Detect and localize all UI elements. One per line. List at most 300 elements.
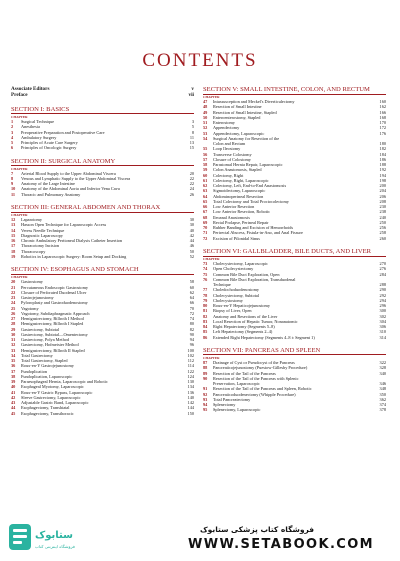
chapter-title: Enteroenterostomy, Stapled <box>213 114 261 120</box>
chapter-title: Appendectomy, Laparoscopic <box>213 130 265 136</box>
page-number: 162 <box>379 104 386 110</box>
chapter-number: 33 <box>11 347 16 353</box>
setabook-logo[interactable] <box>8 521 75 555</box>
chapter-number: 95 <box>203 407 208 413</box>
chapter-number: 29 <box>11 326 16 332</box>
chapter-number: 8 <box>11 175 14 181</box>
chapter-number: 43 <box>11 400 16 406</box>
chapter-title: Common Bile Duct Exploration, Open <box>213 271 280 277</box>
page-number: 198 <box>379 177 386 183</box>
page-number: 64 <box>189 295 194 301</box>
page-number: 288 <box>379 282 386 288</box>
page-number: 204 <box>379 188 386 194</box>
page-number: 5 <box>191 124 194 130</box>
toc-section <box>11 204 194 259</box>
chapter-number: 76 <box>203 276 208 282</box>
page-number: 194 <box>379 172 386 178</box>
toc-section <box>203 347 386 413</box>
chapter-title: Esophagectomy, Transthoracic <box>21 410 74 416</box>
page-number: 122 <box>187 368 194 374</box>
logo-text: ستابوک <box>35 530 73 541</box>
chapter-title: Resection of Small Intestine, Stapled <box>213 109 277 115</box>
chapter-number: 82 <box>203 313 208 319</box>
page-number: 176 <box>379 130 386 136</box>
chapter-title: Pyloroplasty and Gastroduodenostomy <box>21 300 88 306</box>
chapter-title: Roux-en-Y Hepaticojejunostomy <box>213 303 271 309</box>
page-number: 13 <box>189 140 194 145</box>
chapter-label: CHAPTER <box>11 166 28 171</box>
toc-section <box>11 106 194 151</box>
toc-entry[interactable] <box>203 236 386 241</box>
page-number: 24 <box>189 186 194 192</box>
chapter-title: Perirectal Abscess, Fistula-in-Ano, and Anal Fissure <box>213 230 303 236</box>
chapter-title: Total Gastrectomy <box>21 352 53 358</box>
page-number: 328 <box>379 365 386 371</box>
chapter-title: Chronic Ambulatory Peritoneal Dialysis Catheter Insertion <box>21 238 123 244</box>
chapter-title: Gastrectomy, Hofmeister Method <box>21 342 79 348</box>
toc-entry[interactable] <box>11 411 194 416</box>
chapter-title: Resection of Small Intestine <box>213 104 262 110</box>
chapter-number: 68 <box>203 214 208 220</box>
chapter-number: 87 <box>203 360 208 366</box>
toc-section <box>203 248 386 340</box>
chapter-title: Rubber Banding and Excision of Hemorrhoids <box>213 225 294 231</box>
page-number: 258 <box>379 230 386 236</box>
section-title: SECTION II: SURGICAL ANATOMY <box>11 158 194 167</box>
chapter-number: 7 <box>11 170 14 176</box>
chapter-number: 55 <box>203 146 208 152</box>
chapter-number: 34 <box>11 352 16 358</box>
chapter-number: 64 <box>203 193 208 199</box>
chapter-number: 53 <box>203 130 208 136</box>
page-number: 30 <box>189 217 194 223</box>
chapter-title: Resection of the Tail of the Pancreas with Splenic <box>213 375 299 381</box>
page-number: 206 <box>379 193 386 199</box>
page-number: 20 <box>189 170 194 176</box>
page-number: 144 <box>187 405 194 411</box>
chapter-number: 21 <box>11 284 16 290</box>
page-number: 44 <box>189 238 194 244</box>
chapter-title: Anatomy and Resections of the Liver <box>213 313 278 319</box>
chapter-title: Pancreaticojejunostomy (Puestow-Gillesby Procedure) <box>213 365 308 371</box>
chapter-number: 19 <box>11 253 16 259</box>
page-number: 30 <box>189 222 194 228</box>
front-matter-label: Associate Editors <box>11 86 50 92</box>
chapter-number: 75 <box>203 271 208 277</box>
chapter-title: Resection of the Tail of the Pancreas <box>213 370 276 376</box>
toc-entry[interactable] <box>11 254 194 259</box>
chapter-title: Fundoplication, Laparoscopic <box>21 373 73 379</box>
toc-section <box>11 158 194 197</box>
page-number: 60 <box>189 284 194 290</box>
chapter-title: Hasson Open Technique for Laparoscopic Access <box>21 222 107 228</box>
chapter-number: 62 <box>203 183 208 189</box>
chapter-number: 23 <box>11 295 16 301</box>
chapter-number: 66 <box>203 204 208 210</box>
page-number: 42 <box>189 232 194 238</box>
chapter-number: 63 <box>203 188 208 194</box>
page-number: 172 <box>379 125 386 131</box>
chapter-number: 48 <box>203 104 208 110</box>
chapter-number: 61 <box>203 177 208 183</box>
chapter-title: Cholecystectomy, Laparoscopic <box>213 261 268 267</box>
chapter-title: Esophagectomy, Transhiatal <box>21 405 70 411</box>
chapter-number: 58 <box>203 162 208 168</box>
chapter-title: Anatomy of the Abdominal Aorta and Inferior Vena Cava <box>21 186 120 192</box>
page-number: 294 <box>379 297 386 303</box>
chapter-title: Sleeve Gastrectomy, Laparoscopic <box>21 394 81 400</box>
toc-section <box>203 86 386 241</box>
chapter-title: Enterostomy <box>213 120 235 126</box>
chapter-number: 60 <box>203 172 208 178</box>
page-number: 230 <box>379 204 386 210</box>
chapter-title: Pancreaticoduodenectomy (Whipple Procedure) <box>213 391 296 397</box>
chapter-number: 84 <box>203 324 208 330</box>
left-column <box>11 86 194 416</box>
page-number: 348 <box>379 386 386 392</box>
chapter-number: 88 <box>203 365 208 371</box>
chapter-title: Veress Needle Technique <box>21 227 65 233</box>
footer-persian-text: فروشگاه کتاب پزشکی ستابوک <box>200 525 315 534</box>
chapter-number: 49 <box>203 109 208 115</box>
chapter-number: 78 <box>203 292 208 298</box>
page-number: 238 <box>379 209 386 215</box>
chapter-title: Preservation, Laparoscopic <box>213 381 260 387</box>
chapter-title: Thoracotomy Incision <box>21 243 60 249</box>
page-number: 58 <box>189 279 194 285</box>
page-number: 256 <box>379 225 386 231</box>
chapter-title: Hemigastrectomy, Billroth I Stapled <box>21 321 84 327</box>
front-matter-preface[interactable] <box>11 92 194 98</box>
chapter-title: Esophageal Myotomy, Laparoscopic <box>21 384 84 390</box>
toc-entry[interactable] <box>203 407 386 412</box>
chapter-title: Extended Right Hepatectomy (Segments 4–8 ± Segment 1) <box>213 334 315 340</box>
chapter-label: CHAPTER <box>11 115 28 119</box>
page-number: 74 <box>189 316 194 322</box>
chapter-title: Colon and Rectum <box>213 141 246 147</box>
chapter-title: Gastrectomy, Subtotal—Omentectomy <box>21 331 88 337</box>
chapter-title: Vagotomy, Subdiaphragmatic Approach <box>21 310 90 316</box>
chapter-number: 72 <box>203 235 208 241</box>
chapter-number: 65 <box>203 198 208 204</box>
chapter-number: 6 <box>11 145 14 151</box>
logo-mark-line <box>13 535 27 538</box>
chapter-title: Gastrectomy, Polya Method <box>21 337 70 343</box>
chapter-number: 71 <box>203 230 208 236</box>
chapter-title: Hemigastrectomy, Billroth II Stapled <box>21 347 85 353</box>
chapter-number: 90 <box>203 375 208 381</box>
front-matter-page: v <box>191 86 194 92</box>
chapter-title: Open Cholecystectomy <box>213 266 254 272</box>
page-number: 168 <box>379 114 386 120</box>
page-number: 186 <box>379 156 386 162</box>
page-number: 310 <box>379 329 386 335</box>
chapter-number: 3 <box>11 129 14 135</box>
chapter-number: 85 <box>203 329 208 335</box>
chapter-title: Colectomy, Right, Laparoscopic <box>213 177 269 183</box>
chapter-number: 79 <box>203 297 208 303</box>
chapter-title: Colon Anastomosis, Stapled <box>213 167 262 173</box>
page-number: 90 <box>189 331 194 337</box>
chapter-number: 10 <box>11 186 16 192</box>
chapter-number: 70 <box>203 225 208 231</box>
chapter-number: 36 <box>11 363 16 369</box>
page-title: CONTENTS <box>142 50 258 71</box>
page-number: 260 <box>379 235 386 241</box>
chapter-title: Cholecystostomy <box>213 297 243 303</box>
chapter-title: Colectomy, Right <box>213 172 244 178</box>
chapter-number: 91 <box>203 386 208 392</box>
chapter-label: CHAPTER <box>203 356 220 361</box>
page-number: 124 <box>187 373 194 379</box>
chapter-number: 1 <box>11 119 14 124</box>
chapter-number: 73 <box>203 261 208 267</box>
chapter-title: Splenectomy <box>213 402 236 408</box>
page-number: 290 <box>379 287 386 293</box>
chapter-title: Percutaneous Endoscopic Gastrostomy <box>21 284 89 290</box>
chapter-number: 41 <box>11 389 16 395</box>
page-number: 304 <box>379 318 386 324</box>
page-number: 134 <box>187 384 194 390</box>
page-number: 170 <box>379 120 386 126</box>
chapter-number: 50 <box>203 114 208 120</box>
chapter-number: 54 <box>203 135 208 141</box>
chapter-number: 38 <box>11 373 16 379</box>
chapter-title: Roux-en-Y Gastric Bypass, Laparoscopic <box>21 389 93 395</box>
page-number: 322 <box>379 360 386 366</box>
left-sections <box>11 106 194 416</box>
chapter-title: Fundoplication <box>21 368 48 374</box>
footer-url-link[interactable]: WWW.SETABOOK.COM <box>188 537 375 552</box>
chapter-number: 56 <box>203 151 208 157</box>
chapter-number: 86 <box>203 334 208 340</box>
chapter-title: Sigmoidectomy, Laparoscopic <box>213 188 266 194</box>
page-number: 102 <box>187 352 194 358</box>
footer-banner <box>180 521 394 555</box>
chapter-title: Drainage of Cyst or Pseudocyst of the Pancreas <box>213 360 295 366</box>
chapter-title: Anatomy of the Large Intestine <box>21 181 75 187</box>
chapter-number: 67 <box>203 209 208 215</box>
section-title: SECTION VI: GALLBLADDER, BILE DUCTS, AND LIVER <box>203 248 386 257</box>
chapter-number: 25 <box>11 305 16 311</box>
page-number: 346 <box>379 381 386 387</box>
chapter-title: Parastomal Hernia Repair, Laparoscopic <box>213 162 283 168</box>
chapter-number: 2 <box>11 124 14 130</box>
chapter-title: Closure of Perforated Duodenal Ulcer <box>21 289 87 295</box>
chapter-number: 89 <box>203 370 208 376</box>
chapter-number: 17 <box>11 243 16 249</box>
chapter-title: Total Pancreatectomy <box>213 396 251 402</box>
chapter-number: 11 <box>11 191 16 197</box>
page-number: 362 <box>379 396 386 402</box>
chapter-number: 80 <box>203 303 208 309</box>
chapter-title: Principles of Acute Care Surgery <box>21 140 78 145</box>
section-title: SECTION I: BASICS <box>11 106 194 115</box>
toc-entry[interactable] <box>11 145 194 150</box>
page-number: 66 <box>189 300 194 306</box>
chapter-title: Closure of Colostomy <box>213 156 251 162</box>
chapter-number: 32 <box>11 342 16 348</box>
chapter-number: 77 <box>203 287 208 293</box>
page-number: 40 <box>189 227 194 233</box>
chapter-label: CHAPTER <box>203 257 220 262</box>
chapter-number: 42 <box>11 394 16 400</box>
page-number: 136 <box>187 389 194 395</box>
chapter-number: 18 <box>11 248 16 254</box>
page-number: 100 <box>187 347 194 353</box>
page-number: 82 <box>189 326 194 332</box>
page-number: 270 <box>379 261 386 267</box>
chapter-title: Splenectomy, Laparoscopic <box>213 407 261 413</box>
chapter-label: CHAPTER <box>11 275 28 280</box>
chapter-title: Low Anterior Resection <box>213 204 255 210</box>
chapter-number: 94 <box>203 402 208 408</box>
page-number: 340 <box>379 370 386 376</box>
chapter-title: Venous and Lymphatic Supply to the Upper Abdominal Viscera <box>21 175 131 181</box>
page-number: 240 <box>379 214 386 220</box>
chapter-number: 24 <box>11 300 16 306</box>
section-title: SECTION V: SMALL INTESTINE, COLON, AND RECTUM <box>203 86 386 95</box>
chapter-title: Robotics in Laparoscopic Surgery: Room Setup and Docking <box>21 253 127 259</box>
chapter-title: Surgical Anatomy for Resection of the <box>213 135 280 141</box>
chapter-title: Appendectomy <box>213 125 240 131</box>
page-number: 292 <box>379 292 386 298</box>
toc-entry[interactable] <box>203 335 386 340</box>
page-number: 188 <box>379 162 386 168</box>
page-number: 192 <box>379 167 386 173</box>
page-number: 80 <box>189 321 194 327</box>
chapter-title: Total Colectomy and Total Proctocolectomy <box>213 198 289 204</box>
chapter-number: 69 <box>203 219 208 225</box>
section-title: SECTION IV: ESOPHAGUS AND STOMACH <box>11 266 194 275</box>
chapter-title: Rectal Prolapse, Perineal Repair <box>213 219 269 225</box>
front-matter-label: Preface <box>11 92 28 99</box>
toc-entry[interactable] <box>11 192 194 197</box>
page-number: 22 <box>189 181 194 187</box>
page-number: 142 <box>187 400 194 406</box>
chapter-title: Gastrectomy, Subtotal <box>21 326 60 332</box>
page-number: 3 <box>191 119 194 124</box>
page-number: 250 <box>379 219 386 225</box>
chapter-number: 4 <box>11 134 14 140</box>
chapter-title: Abdominoperineal Resection <box>213 193 264 199</box>
page-number: 180 <box>379 141 386 147</box>
chapter-number: 52 <box>203 125 208 131</box>
chapter-title: Left Hepatectomy (Segments 2–4) <box>213 329 273 335</box>
chapter-title: Principles of Oncologic Surgery <box>21 145 77 151</box>
page-number: 374 <box>379 402 386 408</box>
page-number: 70 <box>189 305 194 311</box>
page-number: 11 <box>189 134 194 140</box>
page-number: 8 <box>191 129 194 135</box>
page-number: 72 <box>189 310 194 316</box>
chapter-title: Colectomy, Left, End-to-End Anastomosis <box>213 183 287 189</box>
chapter-title: Surgical Technique <box>21 119 55 124</box>
page-number: 50 <box>189 248 194 254</box>
section-title: SECTION III: GENERAL ABDOMEN AND THORAX <box>11 204 194 213</box>
chapter-title: Anesthesia <box>21 124 40 130</box>
chapter-title: Cholecystectomy, Subtotal <box>213 292 260 298</box>
chapter-number: 35 <box>11 358 16 364</box>
page-number: 296 <box>379 303 386 309</box>
chapter-number: 39 <box>11 379 16 385</box>
chapter-title: Biopsy of Liver, Open <box>213 308 252 314</box>
section-title: SECTION VII: PANCREAS AND SPLEEN <box>203 347 386 356</box>
page-number: 314 <box>379 334 386 340</box>
chapter-number: 14 <box>11 227 16 233</box>
chapter-title: Excision of Pilonidal Sinus <box>213 235 260 241</box>
page-number: 62 <box>189 289 194 295</box>
chapter-number: 9 <box>11 181 14 187</box>
page-number: 182 <box>379 146 386 152</box>
chapter-title: Loop Ileostomy <box>213 146 241 152</box>
chapter-title: Total Gastrectomy, Stapled <box>21 358 68 364</box>
chapter-title: Transverse Colostomy <box>213 151 252 157</box>
chapter-title: Local Resection of Hepatic Tumor, Nonanatomic <box>213 318 298 324</box>
page-number: 130 <box>187 379 194 385</box>
chapter-number: 28 <box>11 321 16 327</box>
chapter-title: Laparotomy <box>21 217 42 223</box>
chapter-number: 47 <box>203 99 208 105</box>
chapter-title: Gastrostomy <box>21 279 43 285</box>
chapter-number: 30 <box>11 331 16 337</box>
page-number: 114 <box>187 363 194 369</box>
chapter-title: Low Anterior Resection, Robotic <box>213 209 271 215</box>
page-number: 276 <box>379 266 386 272</box>
chapter-number: 12 <box>11 217 16 223</box>
chapter-title: Hemigastrectomy, Billroth I Method <box>21 316 84 322</box>
chapter-number: 83 <box>203 318 208 324</box>
logo-mark-line <box>13 529 27 532</box>
chapter-title: Adjustable Gastric Band, Laparoscopic <box>21 400 89 406</box>
chapter-number: 16 <box>11 238 16 244</box>
chapter-number: 40 <box>11 384 16 390</box>
chapter-title: Intussusception and Meckel's Diverticulectomy <box>213 99 295 105</box>
chapter-number: 81 <box>203 308 208 314</box>
chapter-title: Ambulatory Surgery <box>21 134 57 140</box>
chapter-title: Resection of the Tail of the Pancreas and Spleen, Robotic <box>213 386 312 392</box>
page-number: 150 <box>187 410 194 416</box>
page-number: 94 <box>189 337 194 343</box>
page-number: 140 <box>187 394 194 400</box>
chapter-title: Roux-en-Y Gastrojejunostomy <box>21 363 74 369</box>
chapter-number: 74 <box>203 266 208 272</box>
page-number: 300 <box>379 308 386 314</box>
chapter-title: Gastrojejunostomy <box>21 295 54 301</box>
right-sections <box>203 86 386 413</box>
chapter-title: Common Bile Duct Exploration, Transduodenal <box>213 276 296 282</box>
chapter-number: 26 <box>11 310 16 316</box>
page-number: 15 <box>189 145 194 151</box>
chapter-title: Arterial Blood Supply to the Upper Abdominal Viscera <box>21 170 116 176</box>
page-number: 306 <box>379 324 386 330</box>
toc-section <box>11 266 194 416</box>
chapter-number: 45 <box>11 410 16 416</box>
page-number: 26 <box>189 191 194 197</box>
chapter-number: 57 <box>203 156 208 162</box>
chapter-title: Paraesophageal Hernia, Laparoscopic and Robotic <box>21 379 108 385</box>
page-number: 46 <box>189 243 194 249</box>
page-number: 112 <box>187 358 194 364</box>
page-number: 160 <box>379 99 386 105</box>
chapter-number: 37 <box>11 368 16 374</box>
chapter-number: 31 <box>11 337 16 343</box>
chapter-number: 15 <box>11 232 16 238</box>
page-number: 200 <box>379 183 386 189</box>
page-number: 350 <box>379 391 386 397</box>
chapter-number: 92 <box>203 391 208 397</box>
chapter-title: Thoracoscopy <box>21 248 46 254</box>
